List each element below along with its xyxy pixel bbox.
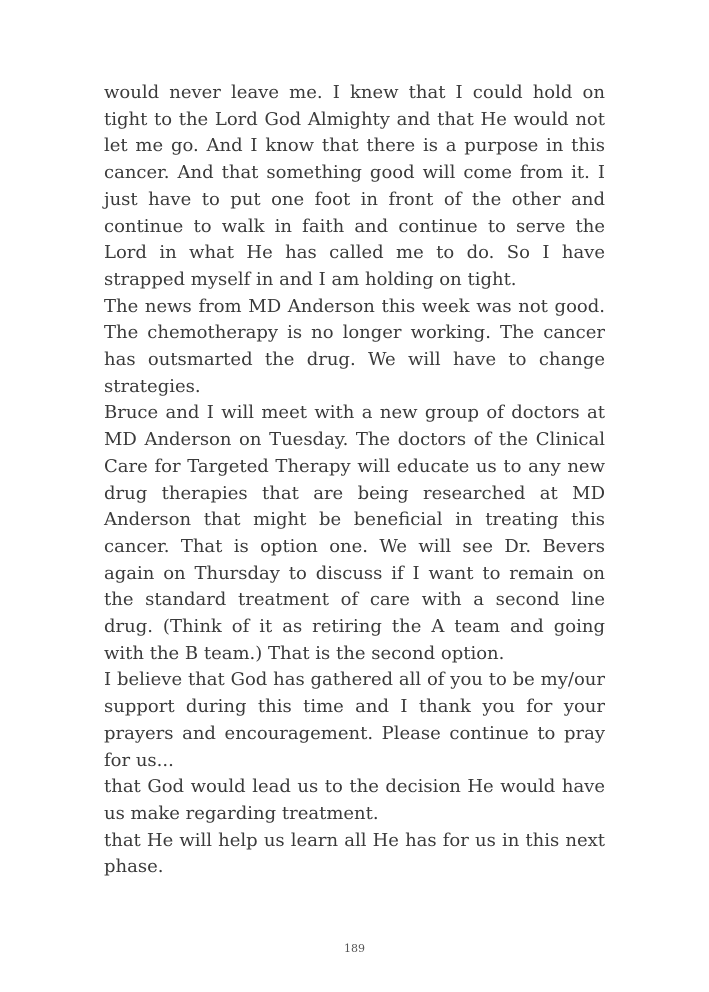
paragraph-doctors: Bruce and I will meet with a new group of doctors at MD Anderson on Tuesday. The doctors of the Clinical Care for Targeted Therapy will educate us to any new drug therapies that are being researched at MD Anderson that might be beneficial in treating this cancer. That is option one. We will see Dr. Bevers again on Thursday to discuss if I want to remain on the standard treatment of care with a second line drug. (Think of it as retiring the A team and going with the B team.) That is the second option. [104, 402, 605, 664]
paragraph-prayer-decision: that God would lead us to the decision He would have us make regarding treatment. [104, 776, 605, 824]
paragraph-prayer-learn: that He will help us learn all He has for us in this next phase. [104, 829, 605, 878]
page-number: 189 [344, 942, 365, 955]
paragraph-news: The news from MD Anderson this week was not good. The chemotherapy is no longer working. The cancer has outsmarted the drug. We will have to change strategies. [104, 295, 605, 397]
paragraph-support: I believe that God has gathered all of you to be my/our support during this time and I thank you for your prayers and encouragement. Please continue to pray for us... [104, 669, 605, 771]
paragraph-faith: would never leave me. I knew that I could hold on tight to the Lord God Almighty and that He would not let me go. And I know that there is a purpose in this cancer. And that something good will come from it. I just have to put one foot in front of the other and continue to walk in faith and continue to serve the Lord in what He has called me to do. So I have strapped myself in and I am holding on tight. [104, 82, 605, 290]
body-text [104, 80, 605, 881]
